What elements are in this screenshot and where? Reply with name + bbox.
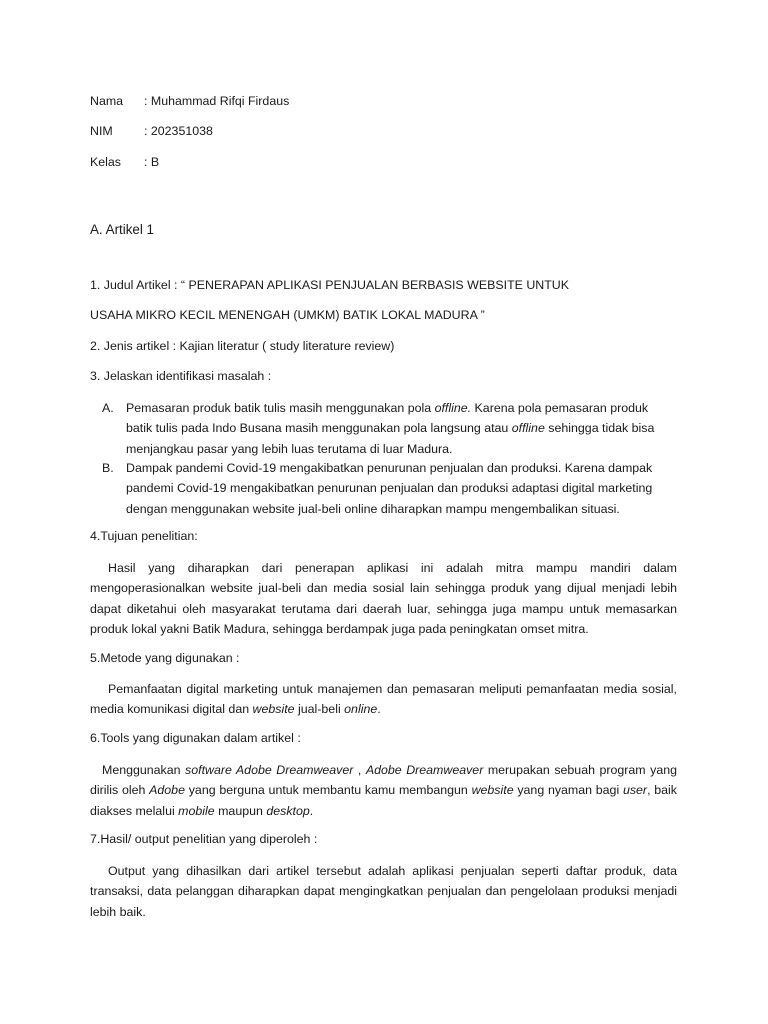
output-paragraph: Output yang dihasilkan dari artikel tersebut adalah aplikasi penjualan seperti daftar produk, data transaksi, data pelanggan diharapkan dapat mengingkatkan penjualan dan pengelolaan produksi menjadi lebih baik. (90, 864, 677, 919)
method-paragraph: Pemanfaatan digital marketing untuk manajemen dan pemasaran meliputi pemanfaatan media sosial, media komunikasi digital dan website jual-beli online. (90, 682, 677, 717)
output-heading: 7.Hasil/ output penelitian yang diperoleh : (90, 832, 318, 846)
research-goal-heading: 4.Tujuan penelitian: (90, 529, 198, 543)
kelas-value: : B (144, 155, 160, 169)
article-title-line-1: 1. Judul Artikel : “ PENERAPAN APLIKASI PENJUALAN BERBASIS WEBSITE UNTUK (90, 278, 570, 292)
list-item-text: Dampak pandemi Covid-19 mengakibatkan penurunan penjualan dan produksi. Karena dampak pandemi Covid-19 mengakibatkan penurunan penjualan dan produksi adaptasi digital marketing dengan menggunakan website jual-beli online diharapkan mampu mengembalikan situasi. (126, 461, 653, 516)
nim-value: : 202351038 (144, 124, 213, 138)
method-heading: 5.Metode yang digunakan : (90, 651, 240, 665)
tools-paragraph: Menggunakan software Adobe Dreamweaver , Adobe Dreamweaver merupakan sebuah program yang dirilis oleh Adobe yang berguna untuk membantu kamu membangun website yang nyaman bagi user, baik diakses melalui mobile maupun desktop. (90, 763, 678, 818)
name-label: Nama (90, 94, 124, 108)
research-goal-paragraph: Hasil yang diharapkan dari penerapan aplikasi ini adalah mitra mampu mandiri dalam mengoperasionalkan website jual-beli dan media sosial lain sehingga produk yang dijual menjadi lebih dapat diketahui oleh masyarakat terutama dari daerah luar, sehingga juga mampu untuk memasarkan produk lokal yakni Batik Madura, sehingga berdampak juga pada peningkatan omset mitra. (90, 561, 677, 636)
kelas-label: Kelas (90, 155, 121, 169)
problem-identification-heading: 3. Jelaskan identifikasi masalah : (90, 369, 272, 383)
section-title: A. Artikel 1 (90, 222, 155, 237)
name-value: : Muhammad Rifqi Firdaus (144, 94, 290, 108)
list-marker: A. (102, 401, 114, 415)
problem-item-b (90, 458, 677, 519)
list-item-text: Pemasaran produk batik tulis masih menggunakan pola offline. Karena pola pemasaran produk batik tulis pada Indo Busana masih menggunakan pola langsung atau offline sehingga tidak bisa menjangkau pasar yang lebih luas terutama di luar Madura. (126, 401, 655, 456)
tools-heading: 6.Tools yang digunakan dalam artikel : (90, 731, 301, 745)
article-type: 2. Jenis artikel : Kajian literatur ( study literature review) (90, 339, 395, 353)
problem-item-a (90, 398, 677, 459)
article-title-line-2: USAHA MIKRO KECIL MENENGAH (UMKM) BATIK LOKAL MADURA ” (90, 308, 485, 322)
nim-label: NIM (90, 124, 113, 138)
list-marker: B. (102, 461, 114, 475)
